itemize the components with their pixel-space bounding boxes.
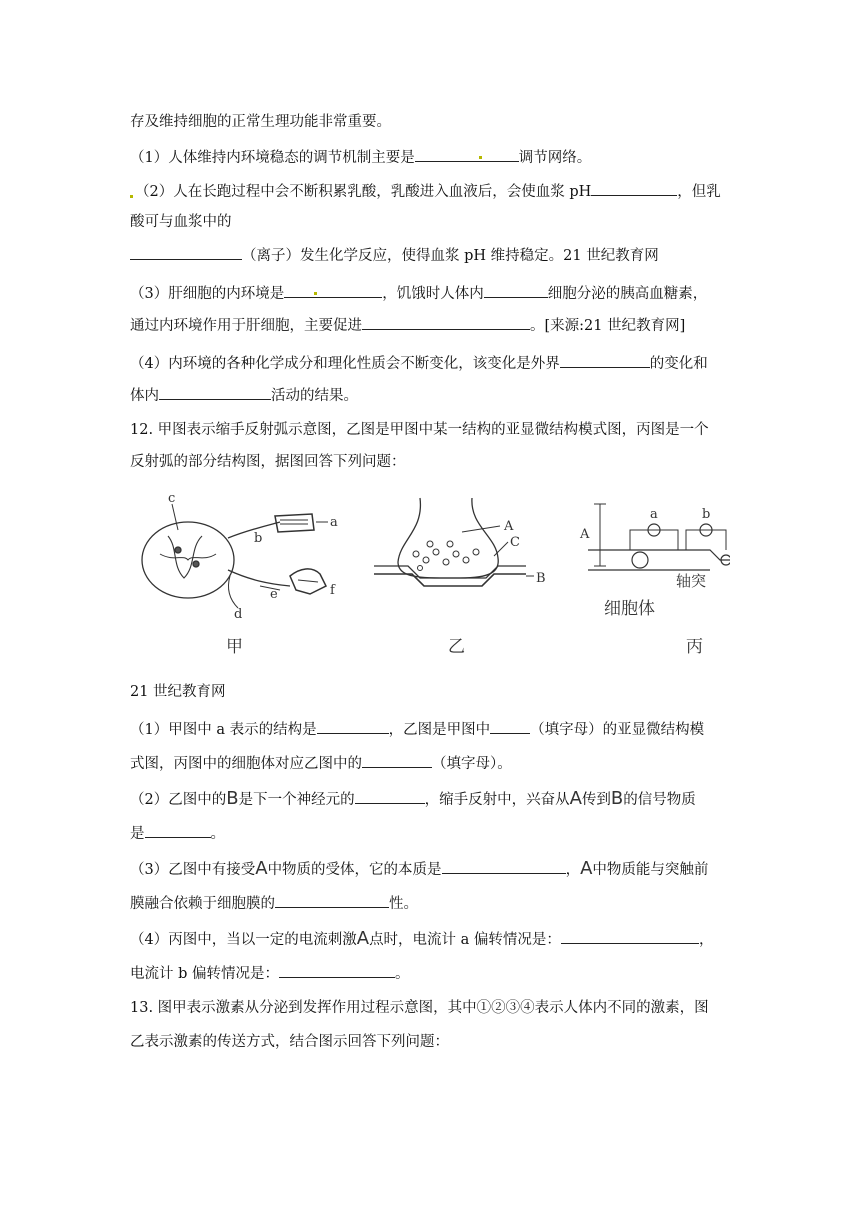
fig-jia-label-b: b xyxy=(254,531,263,546)
answer-blank[interactable] xyxy=(362,752,432,768)
fig-yi-label-B: B xyxy=(536,571,546,586)
reflex-arc-figure xyxy=(130,490,730,660)
answer-blank[interactable] xyxy=(130,244,242,260)
q11-part1: （1）人体维持内环境稳态的调节机制主要是 调节网络。 xyxy=(130,146,591,168)
q12-part4-line1: （4）丙图中，当以一定的电流刺激A点时，电流计 a 偏转情况是： ， xyxy=(130,928,714,949)
q12-part3-line2: 膜融合依赖于细胞膜的 性。 xyxy=(130,892,418,914)
q13-stem-line2: 乙表示激素的传送方式，结合图示回答下列问题： xyxy=(130,1034,449,1050)
q12-part1-line1: （1）甲图中 a 表示的结构是 ，乙图是甲图中 （填字母）的亚显微结构模 xyxy=(130,718,704,740)
q11-part4-line2: 体内 活动的结果。 xyxy=(130,384,358,406)
answer-blank[interactable] xyxy=(560,352,650,368)
fig-jia-caption: 甲 xyxy=(226,637,243,657)
fig-bing-label-soma: 细胞体 xyxy=(604,599,655,619)
answer-blank[interactable] xyxy=(284,282,382,298)
fig-jia-label-c: c xyxy=(168,491,176,506)
answer-blank[interactable] xyxy=(317,718,389,734)
answer-blank[interactable] xyxy=(591,180,677,196)
q12-part3-line1: （3）乙图中有接受A中物质的受体，它的本质是 ，A中物质能与突触前 xyxy=(130,858,709,879)
answer-blank[interactable] xyxy=(145,822,211,838)
q12-part2-line2: 是 。 xyxy=(130,822,225,844)
answer-blank[interactable] xyxy=(442,858,566,874)
q11-part3-line2: 通过内环境作用于肝细胞，主要促进 。[来源:21 世纪教育网] xyxy=(130,314,685,336)
figure-jia xyxy=(142,504,328,608)
answer-blank[interactable] xyxy=(159,384,271,400)
fig-bing-label-a: a xyxy=(650,507,658,522)
answer-blank[interactable] xyxy=(561,928,699,944)
fig-yi-label-A: A xyxy=(504,519,514,534)
figure-svg xyxy=(130,490,730,660)
fig-bing-label-A: A xyxy=(580,527,590,542)
answer-blank[interactable] xyxy=(490,718,530,734)
answer-blank[interactable] xyxy=(279,962,395,978)
fig-jia-label-d: d xyxy=(234,607,243,622)
q12-source: 21 世纪教育网 xyxy=(130,684,226,700)
q11-part4-line1: （4）内环境的各种化学成分和理化性质会不断变化，该变化是外界 的变化和 xyxy=(130,352,708,374)
q12-part4-line2: 电流计 b 偏转情况是： 。 xyxy=(130,962,410,984)
answer-blank[interactable] xyxy=(275,892,389,908)
q11-intro-tail: 存及维持细胞的正常生理功能非常重要。 xyxy=(130,114,391,130)
fig-jia-label-e: e xyxy=(270,587,278,602)
q12-stem-line2: 反射弧的部分结构图，据图回答下列问题： xyxy=(130,454,406,470)
q11-part3-line1: （3）肝细胞的内环境是 ，饥饿时人体内 细胞分泌的胰高血糖素， xyxy=(130,282,707,304)
fig-jia-label-f: f xyxy=(330,583,335,598)
answer-blank[interactable] xyxy=(484,282,548,298)
answer-blank[interactable] xyxy=(355,788,425,804)
answer-blank[interactable] xyxy=(362,314,530,330)
q12-part2-line1: （2）乙图中的B是下一个神经元的 ，缩手反射中，兴奋从A传到B的信号物质 xyxy=(130,788,696,809)
fig-jia-label-a: a xyxy=(330,515,338,530)
answer-blank[interactable] xyxy=(415,146,519,162)
q12-part1-line2: 式图，丙图中的细胞体对应乙图中的 （填字母）。 xyxy=(130,752,512,774)
fig-bing-label-axon: 轴突 xyxy=(676,572,707,590)
fig-bing-caption: 丙 xyxy=(686,637,703,657)
fig-bing-label-b: b xyxy=(702,507,711,522)
fig-yi-caption: 乙 xyxy=(448,637,465,657)
q13-stem-line1: 13. 图甲表示激素从分泌到发挥作用过程示意图，其中①②③④表示人体内不同的激素，图 xyxy=(130,1000,709,1016)
fig-yi-label-C: C xyxy=(510,535,520,550)
q11-part2-line3: （离子）发生化学反应，使得血浆 pH 维持稳定。21 世纪教育网 xyxy=(130,244,659,266)
q11-part2-line2: 酸可与血浆中的 xyxy=(130,214,232,230)
q12-stem-line1: 12. 甲图表示缩手反射弧示意图，乙图是甲图中某一结构的亚显微结构模式图，丙图是一个 xyxy=(130,422,709,438)
q11-part2-line1: （2）人在长跑过程中会不断积累乳酸，乳酸进入血液后，会使血浆 pH ，但乳 xyxy=(130,180,721,202)
